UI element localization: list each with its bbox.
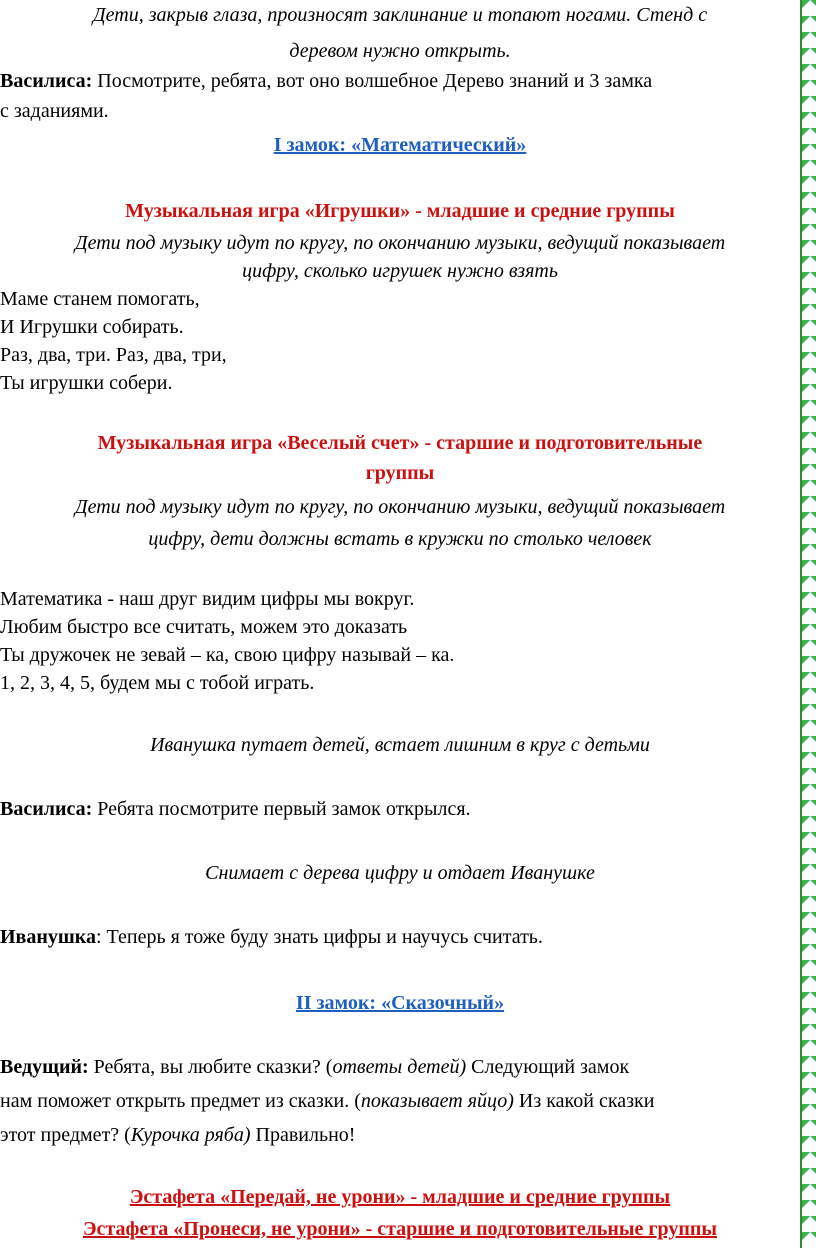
intro-line-2: деревом нужно открыть.	[289, 40, 511, 62]
ivanushka-text: : Теперь я тоже буду знать цифры и научусь считать.	[96, 926, 543, 948]
host-text-1: Ребята, вы любите сказки? (	[88, 1056, 333, 1078]
host-line-3	[0, 1122, 800, 1148]
host-text-4: Из какой сказки	[513, 1090, 655, 1112]
vasilisa-line-3	[0, 796, 800, 822]
relay-1-text: Эстафета «Передай, не урони» - младшие и средние группы	[129, 1186, 671, 1208]
poem-2-line-1: Математика - наш друг видим цифры мы вокруг.	[0, 588, 415, 610]
intro-line-1: Дети, закрыв глаза, произносят заклинание и топают ногами. Стенд с	[92, 4, 708, 26]
stage-direction-1: Иванушка путает детей, встает лишним в круг с детьми	[150, 734, 650, 756]
host-text-3: нам поможет открыть предмет из сказки. (	[0, 1090, 361, 1112]
host-text-2: Следующий замок	[466, 1056, 630, 1078]
relay-2-text: Эстафета «Пронеси, не урони» - старшие и подготовительные группы	[82, 1218, 717, 1240]
host-italic-1: ответы детей)	[332, 1056, 467, 1078]
game-2-title-2: группы	[365, 462, 435, 484]
ivanushka-line	[0, 924, 800, 950]
poem-1-line-1: Маме станем помогать,	[0, 288, 200, 310]
decorative-border	[800, 0, 816, 1248]
castle-1-title-text: I замок: «Математический»	[273, 134, 527, 156]
game-1-title: Музыкальная игра «Игрушки» - младшие и средние группы	[125, 200, 675, 222]
poem-2-line-4: 1, 2, 3, 4, 5, будем мы с тобой играть.	[0, 672, 315, 694]
speaker-vasilisa: Василиса:	[0, 70, 93, 92]
poem-1-line-4: Ты игрушки собери.	[0, 372, 173, 394]
stage-direction-2: Снимает с дерева цифру и отдает Иванушке	[205, 862, 595, 884]
castle-2-title-text: II замок: «Сказочный»	[295, 992, 505, 1014]
poem-1-line-3: Раз, два, три. Раз, два, три,	[0, 344, 227, 366]
host-italic-3: Курочка ряба)	[130, 1124, 251, 1146]
host-line-2	[0, 1088, 800, 1114]
poem-1-line-2: И Игрушки собирать.	[0, 316, 184, 338]
speaker-ivanushka: Иванушка	[0, 926, 96, 948]
game-2-desc-2: цифру, дети должны встать в кружки по столько человек	[148, 528, 652, 550]
relay-1-title	[0, 1184, 800, 1210]
host-text-5: этот предмет? (	[0, 1124, 131, 1146]
host-line-1	[0, 1054, 800, 1080]
poem-2-line-2: Любим быстро все считать, можем это доказать	[0, 616, 408, 638]
vasilisa-text-1: Посмотрите, ребята, вот оно волшебное Дерево знаний и 3 замка	[92, 70, 653, 92]
vasilisa-text-3: Ребята посмотрите первый замок открылся.	[92, 798, 471, 820]
castle-2-title	[0, 990, 800, 1016]
host-text-6: Правильно!	[250, 1124, 356, 1146]
speaker-vasilisa-2: Василиса:	[0, 798, 93, 820]
relay-2-title	[0, 1216, 800, 1242]
game-2-title-1: Музыкальная игра «Веселый счет» - старшие и подготовительные	[97, 432, 703, 454]
game-1-desc-1: Дети под музыку идут по кругу, по окончанию музыки, ведущий показывает	[74, 232, 726, 254]
game-2-desc-1: Дети под музыку идут по кругу, по окончанию музыки, ведущий показывает	[74, 496, 726, 518]
speaker-host: Ведущий:	[0, 1056, 89, 1078]
poem-2-line-3: Ты дружочек не зевай – ка, свою цифру называй – ка.	[0, 644, 455, 666]
vasilisa-line-2: с заданиями.	[0, 100, 109, 122]
castle-1-title	[0, 132, 800, 158]
vasilisa-line-1	[0, 68, 800, 94]
host-italic-2: показывает яйцо)	[360, 1090, 514, 1112]
game-1-desc-2: цифру, сколько игрушек нужно взять	[242, 260, 558, 282]
